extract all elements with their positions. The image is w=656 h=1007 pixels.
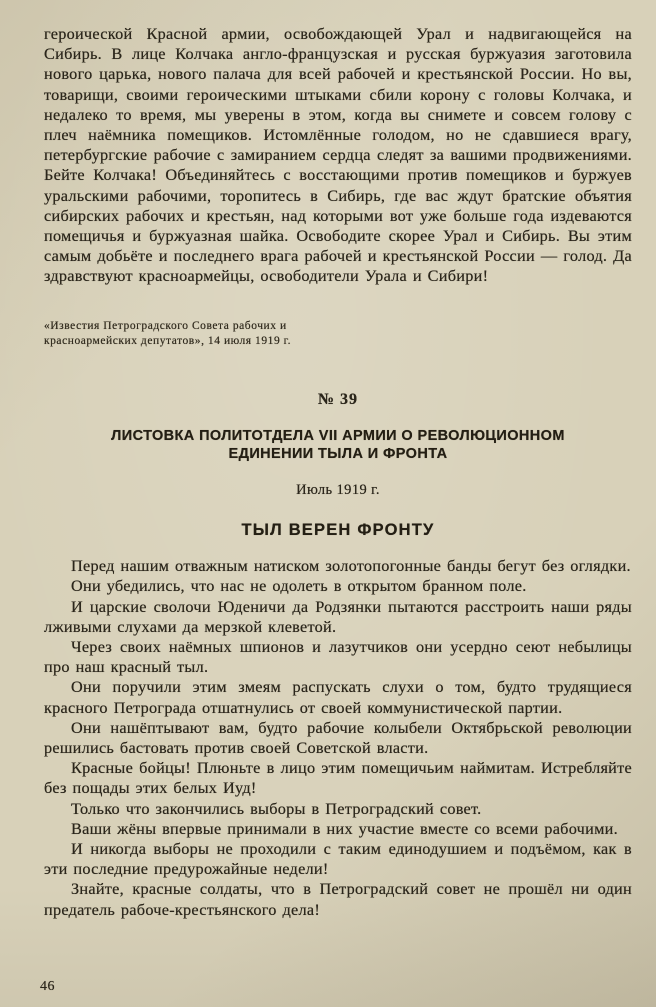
leaflet-paragraph: Знайте, красные солдаты, что в Петроградский совет не прошёл ни один предатель рабоче-крестьянского дела!: [44, 879, 632, 919]
document-title: ЛИСТОВКА ПОЛИТОТДЕЛА VII АРМИИ О РЕВОЛЮЦИОННОМ ЕДИНЕНИИ ТЫЛА И ФРОНТА: [111, 427, 565, 463]
document-date: Июль 1919 г.: [296, 482, 380, 499]
leaflet-paragraph: Ваши жёны впервые принимали в них участие вместе со всеми рабочими.: [71, 818, 618, 838]
leaflet-paragraph: И никогда выборы не проходили с таким единодушием и подъёмом, как в эти последние предурожайные недели!: [44, 839, 632, 879]
leaflet-paragraph: Они убедились, что нас не одолеть в открытом бранном поле.: [71, 576, 527, 596]
leaflet-body: [44, 556, 632, 920]
leaflet-paragraph: Перед нашим отважным натиском золотопогонные банды бегут без оглядки.: [71, 556, 631, 576]
leaflet-paragraph: Через своих наёмных шпионов и лазутчиков они усердно сеют небылицы про наш красный тыл.: [44, 637, 632, 677]
leaflet-paragraph: Они поручили этим змеям распускать слухи о том, будто трудящиеся красного Петрограда отшатнулись от своей коммунистической партии.: [44, 677, 632, 717]
source-citation: «Известия Петроградского Совета рабочих и красноармейских депутатов», 14 июля 1919 г.: [44, 319, 292, 347]
leaflet-paragraph: И царские сволочи Юденичи да Родзянки пытаются расстроить наши ряды лживыми слухами да мерзкой клеветой.: [44, 596, 632, 636]
document-number: № 39: [317, 390, 359, 408]
leaflet-paragraph: Они нашёптывают вам, будто рабочие колыбели Октябрьской революции решились бастовать против своей Советской власти.: [44, 717, 632, 758]
leaflet-heading: ТЫЛ ВЕРЕН ФРОНТУ: [241, 521, 435, 540]
page-number: 46: [40, 979, 55, 994]
previous-document-closing-paragraph: героической Красной армии, освобождающей Урал и надвигающейся на Сибирь. В лице Колчака англо-французская и русская буржуазия заготовила нового царька, нового палача для всей рабочей и крестьянской России. Но вы, товарищи, своими героическими штыками сбили корону с головы Колчака, и недалеко то время, мы уверены в этом, когда вы снимете и совсем голову с плеч наёмника помещиков. Истомлённые голодом, но не сдавшиеся врагу, петербургские рабочие с замиранием сердца следят за вашими продвижениями. Бейте Колчака! Объединяйтесь с восстающими против помещиков и буржуев уральскими рабочими, торопитесь в Сибирь, где вас ждут братские объятия сибирских рабочих и крестьян, над которыми вот уже больше года издеваются помещичья и буржуазная шайка. Освободите скорее Урал и Сибирь. Вы этим самым добьёте и последнего врага рабочей и крестьянской России — голод. Да здравствуют красноармейцы, освободители Урала и Сибири!: [44, 24, 632, 286]
leaflet-paragraph: Только что закончились выборы в Петроградский совет.: [71, 798, 482, 818]
leaflet-paragraph: Красные бойцы! Плюньте в лицо этим помещичьим наймитам. Истребляйте без пощады этих белых Иуд!: [44, 758, 632, 798]
